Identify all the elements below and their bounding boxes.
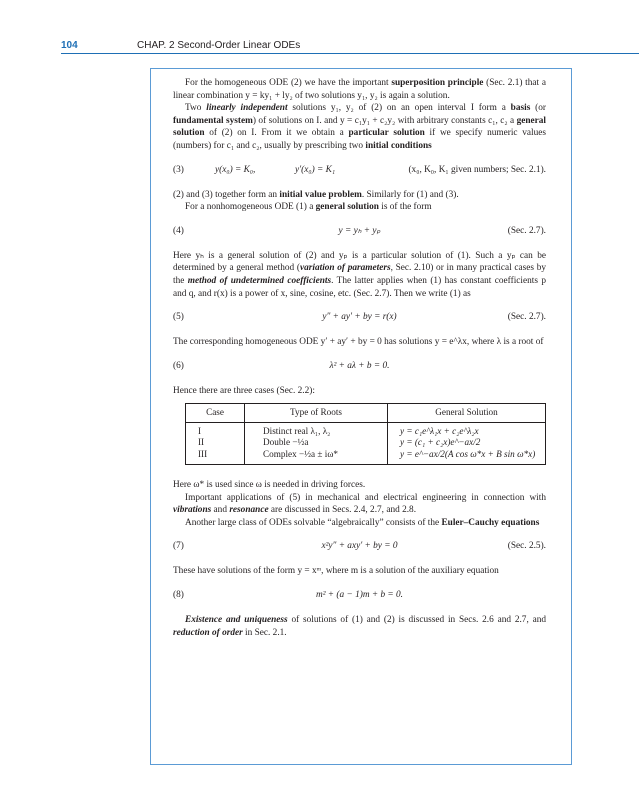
equation-8	[173, 589, 546, 603]
header-rule	[61, 53, 639, 54]
paragraph-euler-cauchy: Another large class of ODEs solvable “algebraically” consists of the Euler–Cauchy equations	[185, 517, 540, 528]
page-header	[0, 0, 639, 60]
table-header: Case	[186, 404, 245, 422]
equation-note: (Sec. 2.7).	[507, 225, 546, 236]
paragraph-homogeneous-solutions: The corresponding homogeneous ODE y′ + ay′ + by = 0 has solutions y = e^λx, where λ is a root of	[173, 337, 544, 348]
paragraph-ivp: (2) and (3) together form an initial value problem. Similarly for (1) and (3).	[173, 189, 459, 200]
summary-content	[173, 77, 546, 639]
equation-number: (8)	[173, 589, 184, 600]
table-cell: y = e^−ax/2(A cos ω*x + B sin ω*x)	[388, 449, 546, 465]
equation-number: (5)	[173, 312, 184, 323]
equation-expression: x²y″ + axy′ + by = 0	[321, 541, 398, 552]
equation-number: (3)	[173, 164, 184, 175]
paragraph-auxiliary: These have solutions of the form y = xᵐ, where m is a solution of the auxiliary equation	[173, 566, 499, 577]
equation-expression: y = yₕ + yₚ	[338, 225, 381, 236]
table-row	[186, 449, 546, 465]
table-cell: II	[186, 437, 245, 448]
paragraph-applications: Important applications of (5) in mechanical and electrical engineering in connection with vibrations and resonance are discussed in Secs. 2.4, 2.7, and 2.8.	[173, 492, 546, 516]
table-row	[186, 437, 546, 448]
equation-note: (Sec. 2.5).	[507, 541, 546, 552]
table-cell: Double −½a	[245, 437, 388, 448]
equation-5	[173, 311, 546, 325]
page-number: 104	[61, 40, 78, 51]
table-header-row	[186, 404, 546, 422]
chapter-title: CHAP. 2 Second-Order Linear ODEs	[137, 40, 301, 51]
equation-number: (6)	[173, 360, 184, 371]
equation-number: (4)	[173, 225, 184, 236]
table-cell: Distinct real λ₁, λ₂	[245, 422, 388, 437]
table-cell: I	[186, 422, 245, 437]
table-cell: Complex −½a ± iω*	[245, 449, 388, 465]
equation-6	[173, 360, 546, 374]
equation-note: (Sec. 2.7).	[507, 312, 546, 323]
paragraph-omega-note: Here ω* is used since ω is needed in driving forces.	[173, 479, 366, 490]
table-cell: y = c₁e^λ₁x + c₂e^λ₂x	[388, 422, 546, 437]
equation-4	[173, 225, 546, 239]
table-row	[186, 422, 546, 437]
equation-expression: m² + (a − 1)m + b = 0.	[315, 589, 403, 600]
table-header: Type of Roots	[245, 404, 388, 422]
paragraph-particular-solution: Here yₕ is a general solution of (2) and yₚ is a particular solution of (1). Such a yₚ can be determined by a general method (variation of parameters, Sec. 2.10) or in many practical cases by the method of undetermined coefficients. The latter applies when (1) has constant coefficients p and q, and r(x) is a power of x, sine, cosine, etc. (Sec. 2.7). Then we write (1) as	[173, 250, 547, 299]
equation-3	[173, 164, 546, 178]
equation-7	[173, 540, 546, 554]
paragraph-three-cases: Hence there are three cases (Sec. 2.2):	[173, 385, 315, 396]
table-cell: y = (c₁ + c₂x)e^−ax/2	[388, 437, 546, 448]
equation-term: y(x₀) = K₀,	[215, 164, 256, 175]
equation-number: (7)	[173, 541, 184, 552]
paragraph-existence: Existence and uniqueness of solutions of (1) and (2) is discussed in Secs. 2.6 and 2.7, and reduction of order in Sec. 2.1.	[173, 614, 546, 638]
equation-term: y′(x₀) = K₁	[295, 164, 336, 175]
table-cell: III	[186, 449, 245, 465]
table-header: General Solution	[388, 404, 546, 422]
equation-expression: λ² + aλ + b = 0.	[329, 360, 390, 371]
paragraph-nonhomogeneous: For a nonhomogeneous ODE (1) a general solution is of the form	[185, 202, 432, 213]
paragraph-superposition: For the homogeneous ODE (2) we have the important superposition principle (Sec. 2.1) that a linear combination y = ky₁ + ly₂ of two solutions y₁, y₂ is again a solution.	[173, 78, 546, 101]
equation-expression: y″ + ay′ + by = r(x)	[322, 312, 397, 323]
equation-note: (x₀, K₀, K₁ given numbers; Sec. 2.1).	[408, 164, 546, 175]
paragraph-basis: Two linearly independent solutions y₁, y₂ of (2) on an open interval I form a basis (or fundamental system) of solutions on I. and y = c₁y₁ + c₂y₂ with arbitrary constants c₁, c₂ a general solution of (2) on I. From it we obtain a particular solution if we specify numeric values (numbers) for c₁ and c₂, usually by prescribing two initial conditions	[173, 103, 547, 151]
cases-table	[185, 403, 546, 465]
